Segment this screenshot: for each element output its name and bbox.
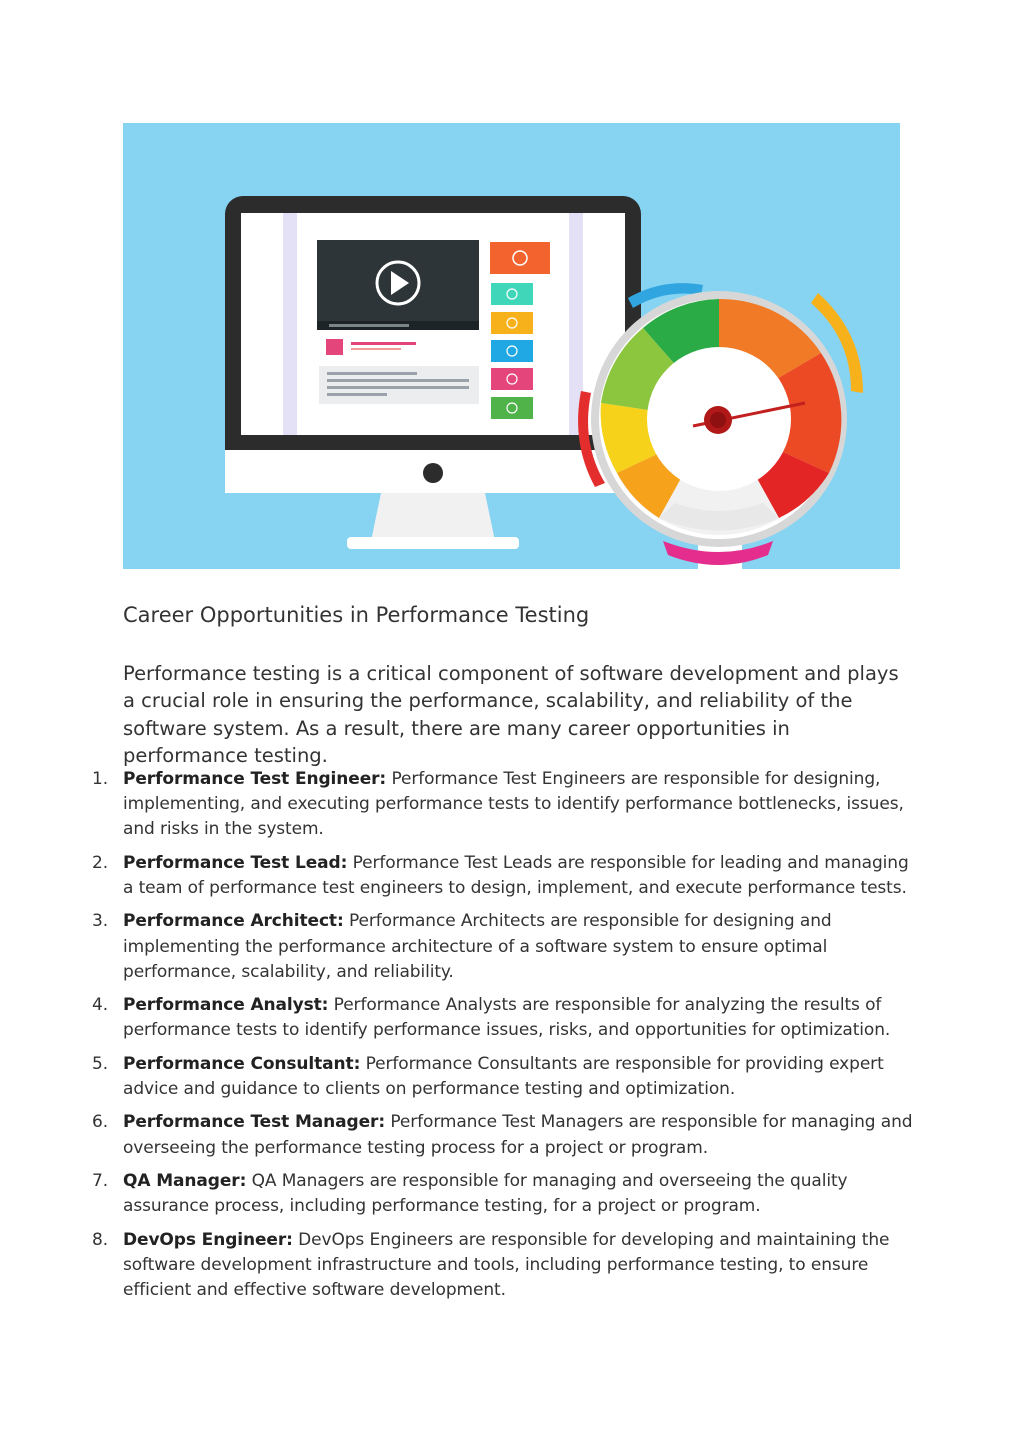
performance-illustration (123, 123, 900, 569)
role-term: QA Manager: (123, 1170, 247, 1191)
role-description: Performance Test Engineers are responsible for designing, implementing, and executing performance tests to identify performance bottlenecks, issues, and risks in the system. (123, 769, 904, 840)
list-item (92, 1052, 913, 1102)
page-title: Career Opportunities in Performance Testing (123, 603, 590, 627)
role-term: DevOps Engineer: (123, 1229, 293, 1250)
hero-image (123, 123, 900, 569)
role-term: Performance Test Manager: (123, 1112, 386, 1133)
role-term: Performance Test Lead: (123, 852, 348, 873)
list-item (92, 909, 913, 985)
career-roles-list (92, 767, 913, 1311)
list-number: 3. (92, 911, 109, 932)
list-number: 5. (92, 1053, 109, 1074)
play-icon (317, 240, 479, 330)
role-description: Performance Test Managers are responsible for managing and overseeing the performance testing process for a project or program. (123, 1112, 913, 1158)
role-description: DevOps Engineers are responsible for developing and maintaining the software development infrastructure and tools, including performance testing, to ensure efficient and effective software development. (123, 1229, 890, 1300)
list-number: 4. (92, 995, 109, 1016)
role-term: Performance Test Engineer: (123, 769, 387, 789)
list-number: 7. (92, 1170, 109, 1191)
role-description: Performance Architects are responsible for designing and implementing the performance architecture of a software system to ensure optimal performance, scalability, and reliability. (123, 911, 832, 982)
list-item (92, 993, 913, 1043)
role-term: Performance Architect: (123, 911, 344, 932)
role-term: Performance Analyst: (123, 995, 329, 1016)
list-item (92, 1169, 913, 1219)
role-description: Performance Consultants are responsible for providing expert advice and guidance to clients on performance testing and optimization. (123, 1053, 884, 1099)
list-number: 2. (92, 852, 109, 873)
list-item (92, 1228, 913, 1304)
role-description: Performance Analysts are responsible for analyzing the results of performance tests to identify performance issues, risks, and opportunities for optimization. (123, 995, 891, 1041)
list-item (92, 1110, 913, 1160)
intro-paragraph: Performance testing is a critical component of software development and plays a crucial role in ensuring the performance, scalability, and reliability of the software system. As a result, there are many career opportunities in performance testing. (123, 662, 899, 768)
list-item (92, 767, 913, 843)
role-description: QA Managers are responsible for managing and overseeing the quality assurance process, including performance testing, for a project or program. (123, 1170, 848, 1217)
list-item (92, 851, 913, 901)
list-number: 6. (92, 1112, 109, 1133)
role-term: Performance Consultant: (123, 1053, 361, 1074)
role-description: Performance Test Leads are responsible for leading and managing a team of performance test engineers to design, implement, and execute performance tests. (123, 852, 909, 898)
list-number: 8. (92, 1229, 109, 1250)
list-number: 1. (92, 769, 109, 789)
